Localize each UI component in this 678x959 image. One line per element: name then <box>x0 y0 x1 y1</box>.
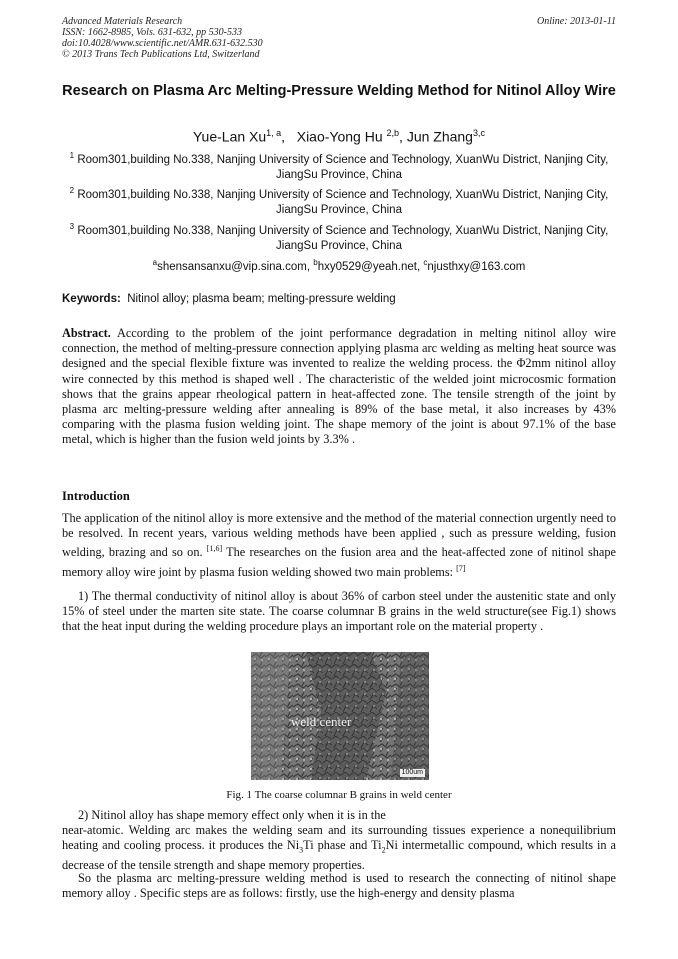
paragraph-text: The application of the nitinol alloy is more extensive and the method of the material connection urgently need to be resolved. In recent years, various welding methods have been applied , such as pressure welding, fusion welding, brazing and so on. <box>62 511 616 560</box>
online-date: Online: 2013-01-11 <box>537 16 616 27</box>
keywords-items: Nitinol alloy; plasma beam; melting-pressure welding <box>127 293 396 305</box>
abstract-text: According to the problem of the joint performance degradation in melting nitinol alloy wire connection, the method of melting-pressure connection applying plasma arc welding as melting heat source was designed and the special flexible fixture was invented to realize the welding process. the Φ2mm nitinol alloy wire connected by this method is shaped well . The characteristic of the welded joint microcosmic formation shows that the grains appear rheological pattern in heat-affected zone. The tensile strength of the joint by plasma arc melting-pressure welding after annealing is 89% of the base metal, it also increases by 43% comparing with the plasma fusion welding joint. The shape memory of the joint is about 97.1% of the base metal, which is higher than the fusion weld joints by 3.3% . <box>62 326 616 447</box>
affiliation-num: 2 <box>69 186 75 195</box>
email-list: $^a$shensansanxu@vip.sina.com, $^b$hxy0529@yeah.net, $^c$njusthxy@163.com <box>152 258 526 273</box>
intro-paragraph-3 <box>62 808 616 873</box>
email-sup: c <box>423 258 428 267</box>
intro-paragraph-4 <box>62 871 616 901</box>
email-sup: b <box>313 258 318 267</box>
intro-paragraph-1 <box>62 511 616 580</box>
journal-name: Advanced Materials Research <box>62 16 183 27</box>
author-list: Yue-Lan Xu$^{1, a}$, Xiao-Yong Hu $^{2,b}$, Jun Zhang$^{3,c}$ <box>192 128 485 145</box>
author-sup: 2,b <box>386 128 400 138</box>
paragraph-text: Ni intermetallic compound, which results in a decrease of the tensile strength and shape memory properties. <box>62 838 616 873</box>
author-sup: 1, a <box>266 128 282 138</box>
email-link[interactable]: hxy0529@yeah.net <box>317 260 417 273</box>
affiliation-text: Room301,building No.338, Nanjing University of Science and Technology, XuanWu District, Nanjing City, JiangSu Province, China <box>77 188 609 217</box>
intro-paragraph-2 <box>62 589 616 635</box>
paragraph-text: The researches on the fusion area and the heat-affected zone of nitinol shape memory alloy wire joint by plasma fusion welding showed two main problems: <box>62 545 617 579</box>
doi-line: doi:10.4028/www.scientific.net/AMR.631-632.530 <box>62 38 263 49</box>
abstract-label: Abstract. <box>62 326 111 340</box>
figure-caption: Fig. 1 The coarse columnar B grains in weld center <box>226 789 452 801</box>
subscript: 3 <box>299 845 304 855</box>
affiliation-2 <box>62 183 616 219</box>
paragraph-line: 2) Nitinol alloy has shape memory effect only when it is in the <box>78 808 386 822</box>
scale-bar: 100um <box>401 769 423 776</box>
author-sup: 3,c <box>472 128 485 138</box>
running-header <box>62 16 263 60</box>
author-name: Jun Zhang <box>406 128 473 145</box>
paragraph-text: 1) The thermal conductivity of nitinol alloy is about 36% of carbon steel under the austenitic state and only 15% of steel under the marten site state. The coarse columnar B grains in the weld structure(see Fig.1) shows that the heat input during the welding procedure plays an important role on the material property . <box>62 589 616 634</box>
subscript: 2 <box>381 845 386 855</box>
paragraph-text: near-atomic. Welding arc makes the welding seam and its surrounding tissues experience a nonequilibrium heating and cooling process. it produces the Ni <box>62 823 616 853</box>
email-link[interactable]: shensansanxu@vip.sina.com <box>157 260 307 273</box>
copyright-line: © 2013 Trans Tech Publications Ltd, Switzerland <box>62 49 260 60</box>
affiliation-num: 3 <box>69 222 75 231</box>
paper-title: Research on Plasma Arc Melting-Pressure Welding Method for Nitinol Alloy Wire <box>62 83 616 99</box>
paragraph-text: Ti phase and Ti <box>303 838 382 853</box>
affiliation-text: Room301,building No.338, Nanjing University of Science and Technology, XuanWu District, Nanjing City, JiangSu Province, China <box>77 224 609 253</box>
affiliation-1 <box>62 148 616 184</box>
issn-line: ISSN: 1662-8985, Vols. 631-632, pp 530-533 <box>62 27 242 38</box>
keywords <box>62 292 396 307</box>
affiliation-num: 1 <box>69 151 75 160</box>
affiliation-3 <box>62 219 616 255</box>
abstract <box>62 326 616 448</box>
affiliation-text: Room301,building No.338, Nanjing University of Science and Technology, XuanWu District, Nanjing City, JiangSu Province, China <box>77 153 609 182</box>
figure-label: weld center <box>291 714 352 729</box>
author-name: Yue-Lan Xu <box>192 128 267 145</box>
email-sup: a <box>152 258 158 267</box>
citation[interactable]: [1,6] <box>206 544 223 554</box>
keywords-label: Keywords: <box>62 293 121 305</box>
paragraph-text: So the plasma arc melting-pressure welding method is used to research the connecting of nitinol shape memory alloy . Specific steps are as follows: firstly, use the high-energy and density plasma <box>62 871 616 901</box>
introduction-heading: Introduction <box>62 489 130 503</box>
citation[interactable]: [7] <box>456 563 466 573</box>
author-name: Xiao-Yong Hu <box>296 128 383 145</box>
email-link[interactable]: njusthxy@163.com <box>427 260 526 273</box>
micrograph-figure <box>251 652 429 780</box>
